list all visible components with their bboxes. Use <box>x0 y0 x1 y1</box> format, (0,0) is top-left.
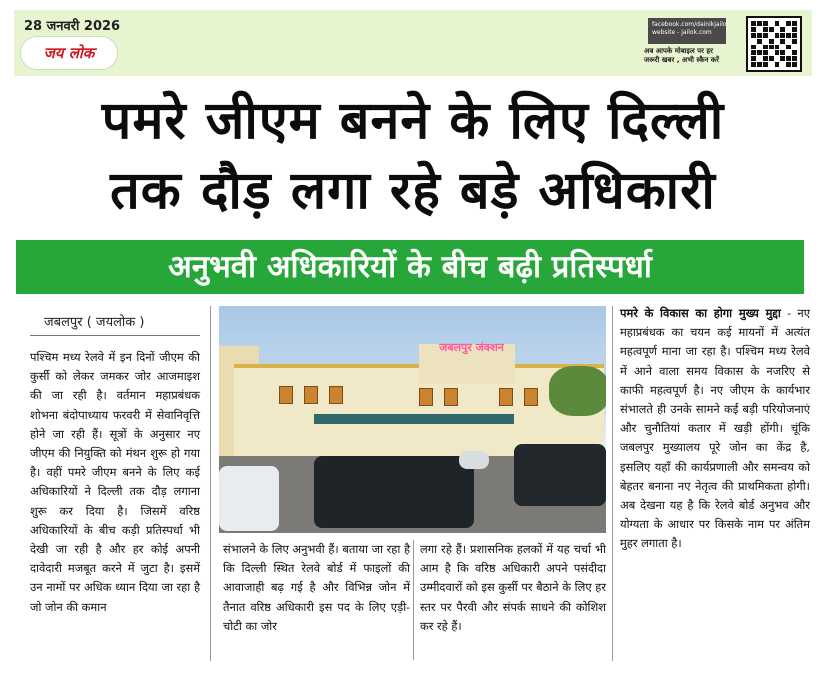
station-sign: जबलपुर जंक्शन <box>439 341 504 354</box>
social-links <box>648 18 731 44</box>
headline <box>14 86 812 226</box>
window <box>279 386 293 404</box>
newspaper-logo[interactable] <box>20 36 118 70</box>
issue-date: 28 जनवरी 2026 <box>24 19 121 34</box>
window <box>329 386 343 404</box>
column-divider <box>413 540 414 660</box>
window <box>499 388 513 406</box>
window <box>304 386 318 404</box>
window <box>524 388 538 406</box>
canopy <box>314 414 514 424</box>
byline-divider <box>30 335 200 336</box>
website-link[interactable]: website - jailok.com <box>652 29 712 36</box>
logo-text: जय लोक <box>43 44 95 62</box>
headline-line-2: तक दौड़ लगा रहे बड़े अधिकारी <box>110 161 716 221</box>
article-column-3: लगा रहे हैं। प्रशासनिक हलकों में यह चर्चा भी आम है कि वरिष्ठ अधिकारी अपने पसंदीदा उम्मीदवारों को इस कुर्सी पर बैठाने के लिए हर स्तर पर पैरवी और संपर्क साधने की कोशिश कर रहे हैं। <box>420 542 606 633</box>
station-photo <box>219 306 606 533</box>
article-column-4 <box>620 304 810 554</box>
section-heading: पमरे के विकास का होगा मुख्य मुद्दा <box>620 306 781 320</box>
facebook-link[interactable]: facebook.com/dainikjailok <box>652 21 731 28</box>
window <box>419 388 433 406</box>
article-column-1: पश्चिम मध्य रेलवे में इन दिनों जीएम की कुर्सी को लेकर जमकर जोर आजमाइश की जा रही है। वर्तमान महाप्रबंधक शोभना बंदोपाध्याय फरवरी में सेवानिवृत्ति होने जा रही हैं। सूत्रों के अनुसार नए जीएम की नियुक्ति को मंथन शुरू हो गया है। वहीं पमरे जीएम बनने के लिए कई अधिकारियों ने दिल्ली तक दौड़ लगाना शुरू कर दिया है। जिसमें वरिष्ठ अधिकारियों के बीच कड़ी प्रतिस्पर्धा भी देखी जा रही है और हर कोई अपनी दावेदारी मजबूत करने में जुटा है। इसमें उन नामों पर अधिक ध्यान दिया जा रहा है जो जोन की कमान <box>30 350 200 614</box>
headline-line-1: पमरे जीएम बनने के लिए दिल्ली <box>101 91 725 151</box>
scan-note: अब आपके मोबाइल पर हर जरूरी खबर , अभी स्कैन करें <box>644 47 720 64</box>
white-car <box>219 466 279 531</box>
dark-car <box>514 444 606 506</box>
article-column-2: संभालने के लिए अनुभवी हैं। बताया जा रहा है कि दिल्ली स्थित रेलवे बोर्ड में फाइलों की आवाजाही बढ़ गई है और विभिन्न जोन में तैनात वरिष्ठ अधिकारी इस पद के लिए एड़ी-चोटी का जोर <box>223 542 410 633</box>
section-body: - नए महाप्रबंधक का चयन कई मायनों में अत्यंत महत्वपूर्ण माना जा रहा है। पश्चिम मध्य रेलवे में आने वाला समय विकास के नजरिए से काफी महत्वपूर्ण है। नए जीएम के कार्यभार संभालते ही उनके सामने कई बड़ी परियोजनाएं और चुनौतियां कतार में खड़ी होंगी। चूंकि जबलपुर मुख्यालय पूरे जोन का केंद्र है, इसलिए यहाँ की कार्यप्रणाली और समन्वय को बेहतर बनाना नए नेतृत्व की प्राथमिकता होगी। अब देखना यह है कि रेलवे बोर्ड अनुभव और योग्यता के आधार पर किसके नाम पर अंतिम मुहर लगाता है। <box>620 306 810 551</box>
qr-code-icon[interactable] <box>746 16 802 72</box>
black-car <box>314 456 474 528</box>
column-divider <box>612 306 613 661</box>
column-divider <box>210 306 211 661</box>
masthead <box>14 10 812 76</box>
subheadline: अनुभवी अधिकारियों के बीच बढ़ी प्रतिस्पर्धा <box>16 240 804 294</box>
byline: जबलपुर ( जयलोक ) <box>44 315 145 330</box>
distant-car <box>459 451 489 469</box>
window <box>444 388 458 406</box>
tree <box>549 366 606 416</box>
